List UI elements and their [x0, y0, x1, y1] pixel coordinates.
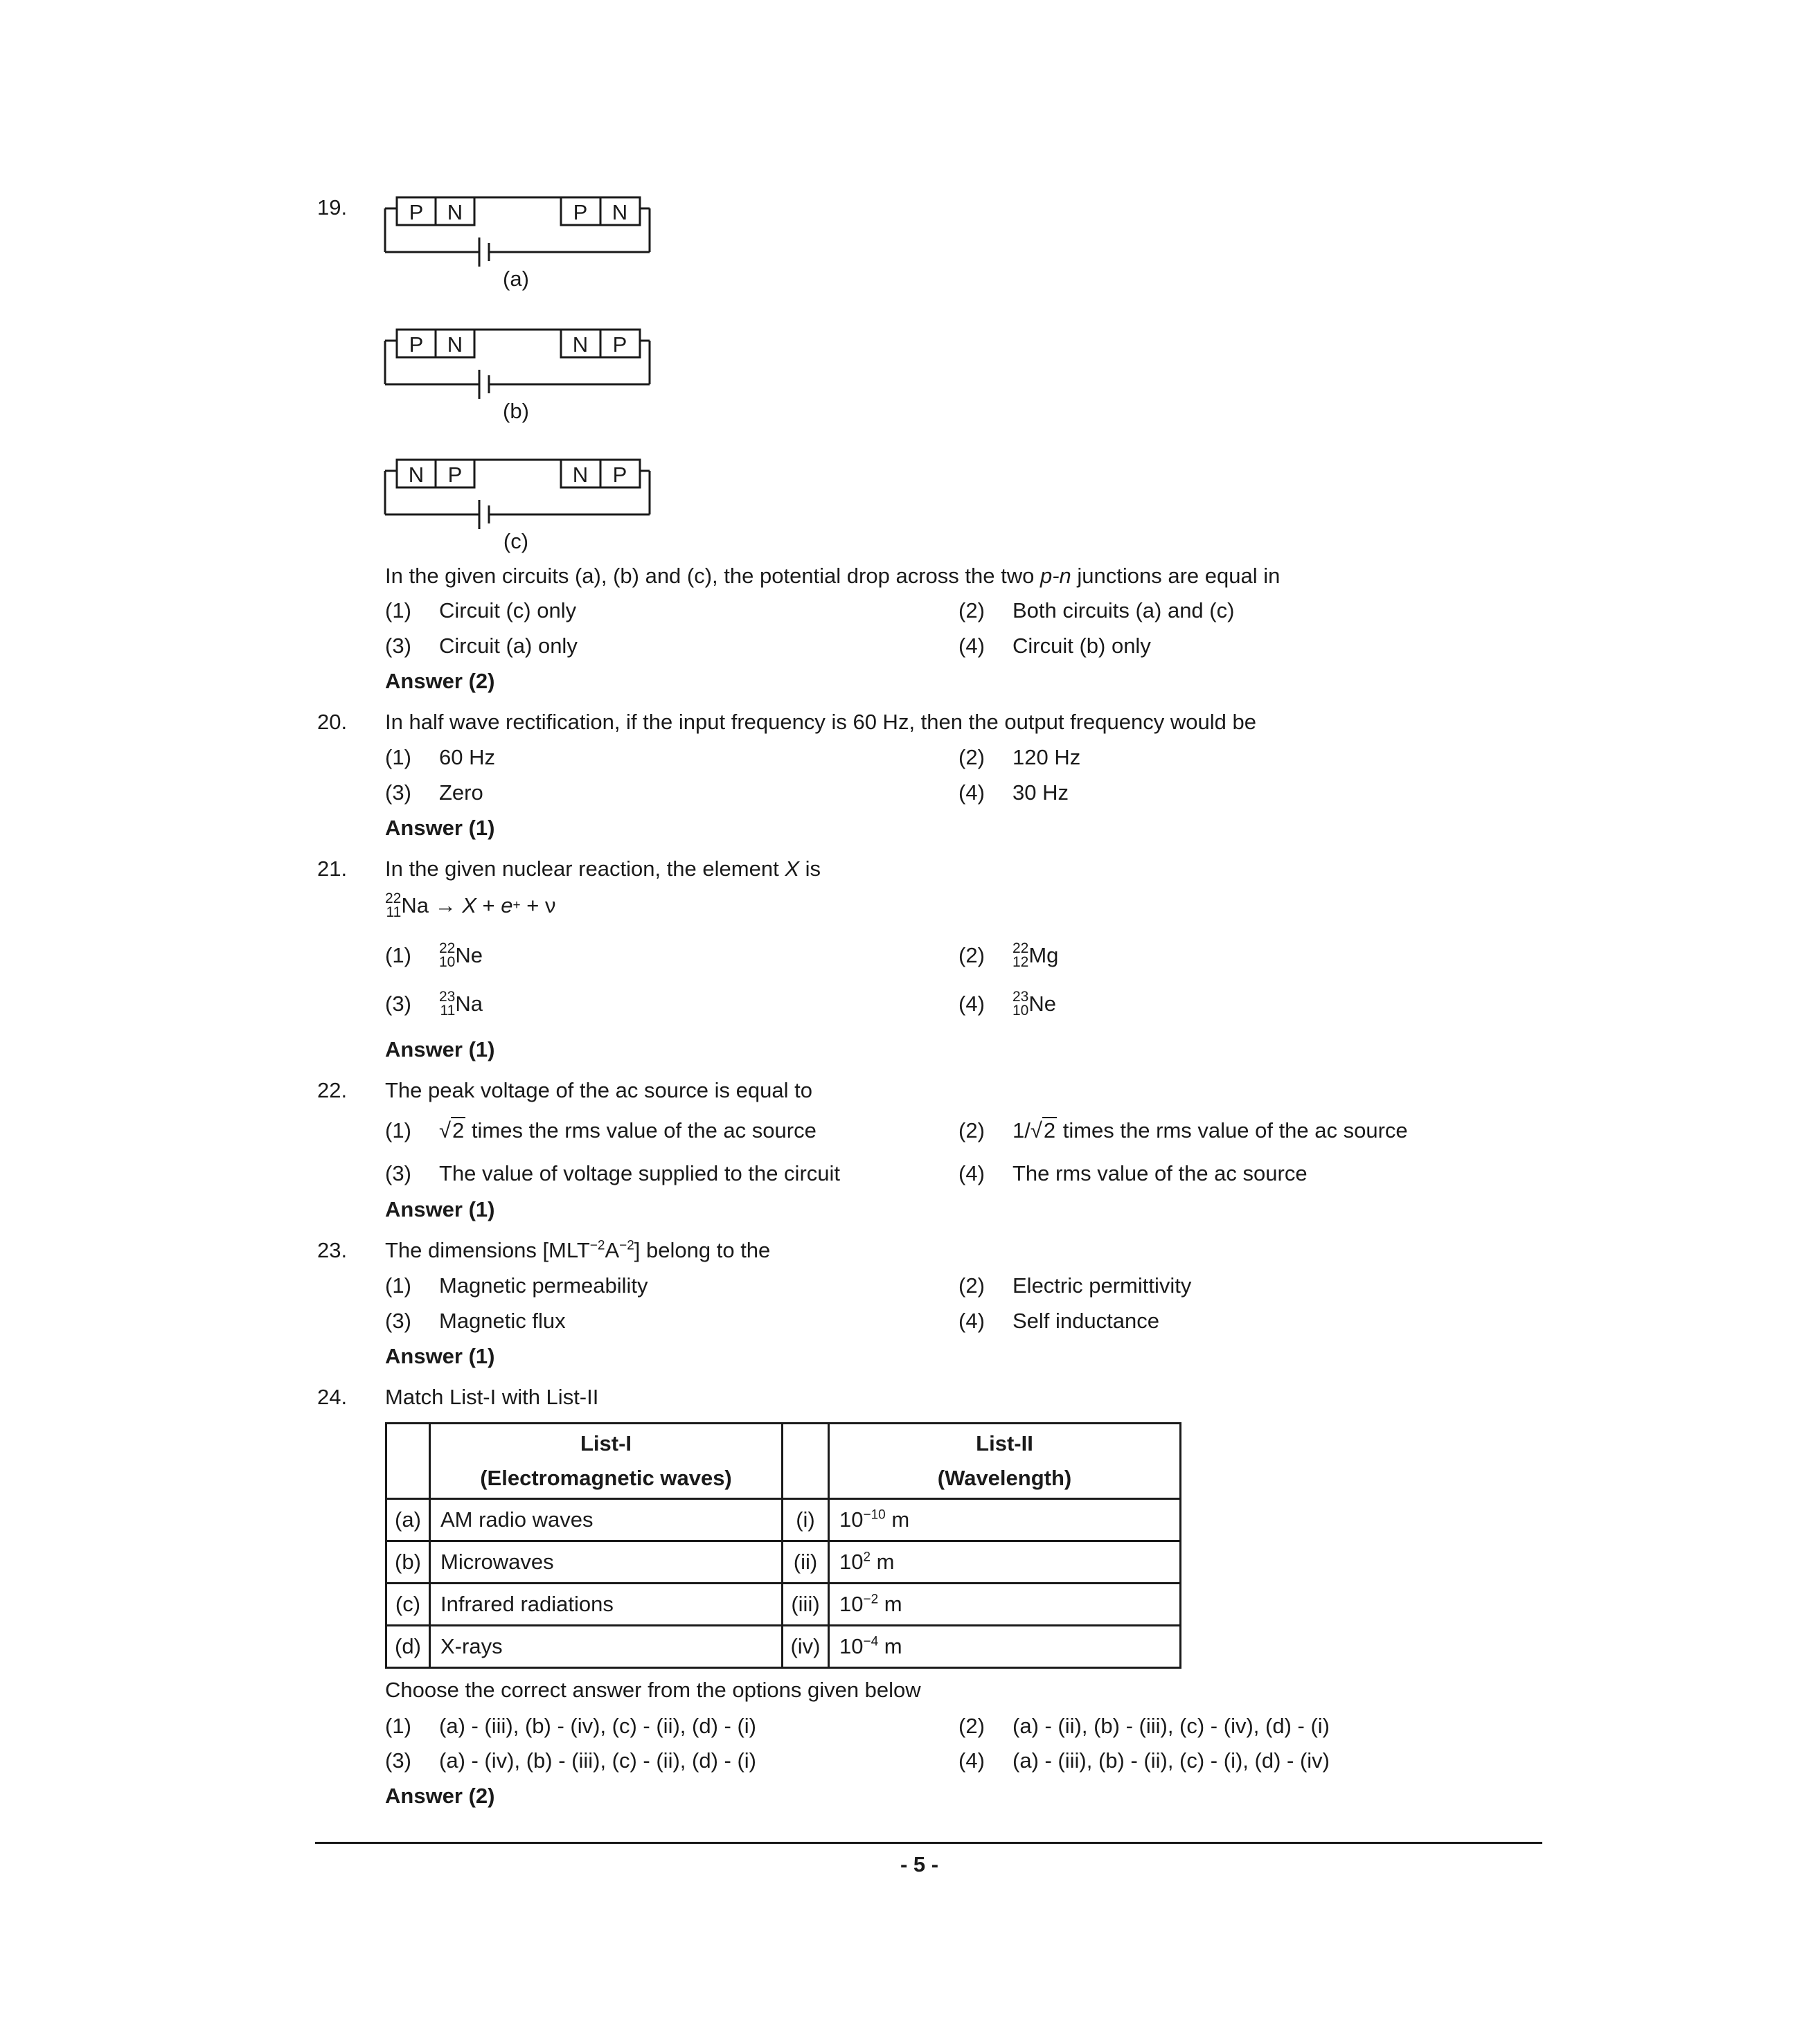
option[interactable]: (2) 1/√2 times the rms value of the ac source [958, 1118, 1408, 1142]
question-number: 24. [317, 1385, 348, 1409]
option[interactable]: (1) Magnetic permeability [385, 1273, 648, 1298]
question-number: 20. [317, 710, 348, 734]
question-stem: In the given circuits (a), (b) and (c), the potential drop across the two p-n junctions are equal in [385, 564, 1281, 588]
question-stem: The peak voltage of the ac source is equal to [385, 1078, 812, 1102]
answer: Answer (2) [385, 669, 495, 693]
option[interactable]: (2) 22 12 Mg [958, 940, 1059, 970]
circuit-b-label: (b) [503, 399, 529, 423]
question-number: 21. [317, 857, 348, 881]
nuclear-reaction: 22 11 Na → X + e + + ν [385, 890, 556, 920]
circuit-b [385, 330, 650, 399]
option[interactable]: (2) Both circuits (a) and (c) [958, 598, 1235, 622]
question-number: 22. [317, 1078, 348, 1102]
table-row: (b) Microwaves (ii) $10^2$ m [386, 1541, 1181, 1584]
table-row: (c) Infrared radiations (iii) $10^{-2}$ m [386, 1584, 1181, 1626]
option[interactable]: (1) 60 Hz [385, 745, 495, 769]
option[interactable]: (3) The value of voltage supplied to the circuit [385, 1161, 841, 1185]
footer-divider [315, 1842, 1542, 1844]
option[interactable]: (3) Magnetic flux [385, 1309, 566, 1333]
option[interactable]: (4) The rms value of the ac source [958, 1161, 1308, 1185]
option[interactable]: (4) 23 10 Ne [958, 989, 1056, 1019]
question-stem: The dimensions $[MLT^{-2}A^{-2}]$ belong to the [385, 1238, 771, 1262]
option[interactable]: (4) Self inductance [958, 1309, 1159, 1333]
answer: Answer (1) [385, 816, 495, 840]
circuit-a-label: (a) [503, 267, 529, 291]
option[interactable]: (1) Circuit (c) only [385, 598, 577, 622]
table-row: (d) X-rays (iv) $10^{-4}$ m [386, 1626, 1181, 1668]
page-number: - 5 - [900, 1852, 939, 1876]
circuit-a [385, 197, 650, 267]
list-1-header: List-I (Electromagnetic waves) [430, 1424, 783, 1499]
list-2-header: List-II (Wavelength) [829, 1424, 1181, 1499]
option[interactable]: (3) Circuit (a) only [385, 634, 578, 658]
option[interactable]: (2) 120 Hz [958, 745, 1081, 769]
option[interactable]: (2) (a) - (ii), (b) - (iii), (c) - (iv), (d) - (i) [958, 1714, 1330, 1738]
question-stem: In half wave rectification, if the input frequency is 60 Hz, then the output frequency would be [385, 710, 1256, 734]
circuit-b-right-p: P [612, 332, 627, 357]
option[interactable]: (1) 22 10 Ne [385, 940, 483, 970]
question-number: 19. [317, 195, 348, 219]
option[interactable]: (4) Circuit (b) only [958, 634, 1151, 658]
circuit-c-left-p: P [447, 463, 463, 487]
circuit-c [385, 460, 650, 529]
option[interactable]: (3) (a) - (iv), (b) - (iii), (c) - (ii), (d) - (i) [385, 1748, 756, 1773]
circuit-a-right-n: N [612, 200, 628, 224]
option[interactable]: (2) Electric permittivity [958, 1273, 1192, 1298]
question-number: 23. [317, 1238, 348, 1262]
table-row: (a) AM radio waves (i) $10^{-10}$ m [386, 1499, 1181, 1541]
option[interactable]: (1) √2 times the rms value of the ac source [385, 1118, 817, 1142]
answer: Answer (1) [385, 1344, 495, 1368]
circuit-c-label: (c) [503, 529, 529, 553]
circuit-b-right-n: N [572, 332, 589, 357]
circuit-b-left-n: N [447, 332, 463, 357]
match-table [385, 1422, 1181, 1669]
option[interactable]: (3) Zero [385, 780, 483, 805]
question-stem: In the given nuclear reaction, the element X is [385, 857, 821, 881]
circuit-a-left-n: N [447, 200, 463, 224]
answer: Answer (2) [385, 1784, 495, 1808]
table-header-row [386, 1424, 1181, 1499]
option[interactable]: (4) (a) - (iii), (b) - (ii), (c) - (i), (d) - (iv) [958, 1748, 1330, 1773]
circuit-c-left-n: N [408, 463, 425, 487]
answer: Answer (1) [385, 1037, 495, 1061]
answer: Answer (1) [385, 1197, 495, 1221]
circuit-a-right-p: P [573, 200, 588, 224]
option[interactable]: (1) (a) - (iii), (b) - (iv), (c) - (ii), (d) - (i) [385, 1714, 756, 1738]
circuit-b-left-p: P [409, 332, 424, 357]
instruction-text: Choose the correct answer from the options given below [385, 1678, 921, 1702]
circuit-a-left-p: P [409, 200, 424, 224]
circuit-c-right-n: N [572, 463, 589, 487]
option[interactable]: (3) 23 11 Na [385, 989, 483, 1019]
question-stem: Match List-I with List-II [385, 1385, 599, 1409]
option[interactable]: (4) 30 Hz [958, 780, 1069, 805]
circuit-diagrams [374, 183, 679, 571]
circuit-c-right-p: P [612, 463, 627, 487]
